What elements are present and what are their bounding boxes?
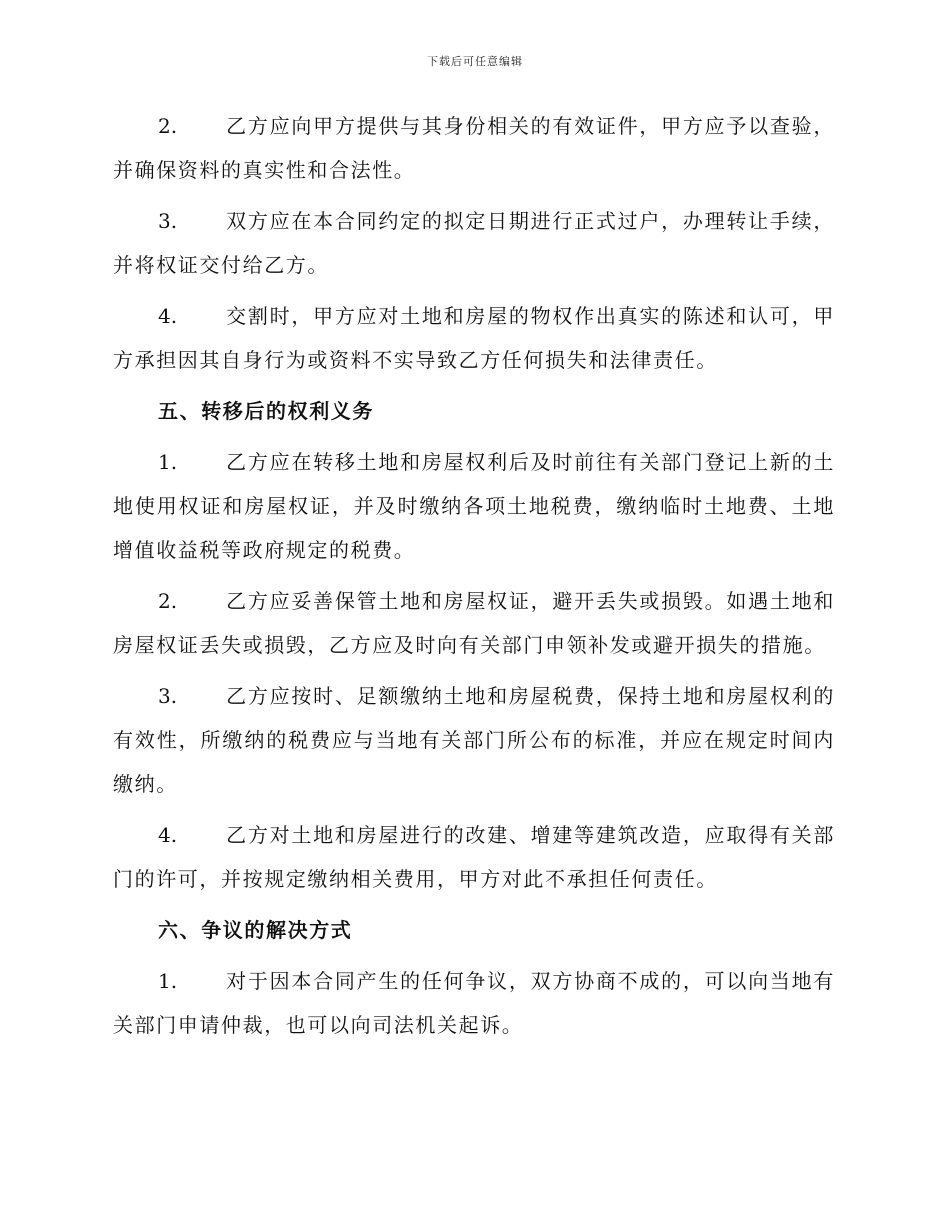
clause-number: 4. bbox=[158, 304, 178, 328]
clause-text: 交割时，甲方应对土地和房屋的物权作出真实的陈述和认可，甲方承担因其自身行为或资料不实导致乙方任何损失和法律责任。 bbox=[113, 304, 835, 372]
clause-number: 1. bbox=[158, 969, 178, 993]
clause-text: 乙方应按时、足额缴纳土地和房屋税费，保持土地和房屋权利的有效性，所缴纳的税费应与当地有关部门所公布的标准，并应在规定时间内缴纳。 bbox=[113, 684, 835, 796]
clause-number: 4. bbox=[158, 823, 178, 847]
clause-5-1 bbox=[113, 440, 835, 572]
clause-text: 乙方应向甲方提供与其身份相关的有效证件，甲方应予以查验，并确保资料的真实性和合法性。 bbox=[113, 114, 835, 182]
clause-4-3 bbox=[113, 199, 835, 287]
clause-text: 双方应在本合同约定的拟定日期进行正式过户，办理转让手续，并将权证交付给乙方。 bbox=[113, 209, 835, 277]
page-header: 下载后可任意编辑 bbox=[427, 55, 523, 68]
clause-4-2 bbox=[113, 104, 835, 192]
clause-text: 对于因本合同产生的任何争议，双方协商不成的，可以向当地有关部门申请仲裁，也可以向司法机关起诉。 bbox=[113, 969, 835, 1037]
clause-text: 乙方应妥善保管土地和房屋权证，避开丢失或损毁。如遇土地和房屋权证丢失或损毁，乙方应及时向有关部门申领补发或避开损失的措施。 bbox=[113, 589, 835, 657]
clause-5-2 bbox=[113, 579, 835, 667]
clause-5-4 bbox=[113, 813, 835, 901]
clause-number: 2. bbox=[158, 589, 178, 613]
clause-4-4 bbox=[113, 294, 835, 382]
section-heading-6: 六、争议的解决方式 bbox=[158, 918, 353, 942]
clause-text: 乙方应在转移土地和房屋权利后及时前往有关部门登记上新的土地使用权证和房屋权证，并及时缴纳各项土地税费，缴纳临时土地费、土地增值收益税等政府规定的税费。 bbox=[113, 450, 835, 562]
clause-number: 3. bbox=[158, 209, 178, 233]
clause-number: 1. bbox=[158, 450, 178, 474]
clause-5-3 bbox=[113, 674, 835, 806]
section-heading-5: 五、转移后的权利义务 bbox=[158, 399, 374, 423]
clause-text: 乙方对土地和房屋进行的改建、增建等建筑改造，应取得有关部门的许可，并按规定缴纳相关费用，甲方对此不承担任何责任。 bbox=[113, 823, 835, 891]
clause-number: 2. bbox=[158, 114, 178, 138]
clause-number: 3. bbox=[158, 684, 178, 708]
document-body bbox=[113, 104, 835, 1054]
clause-6-1 bbox=[113, 959, 835, 1047]
